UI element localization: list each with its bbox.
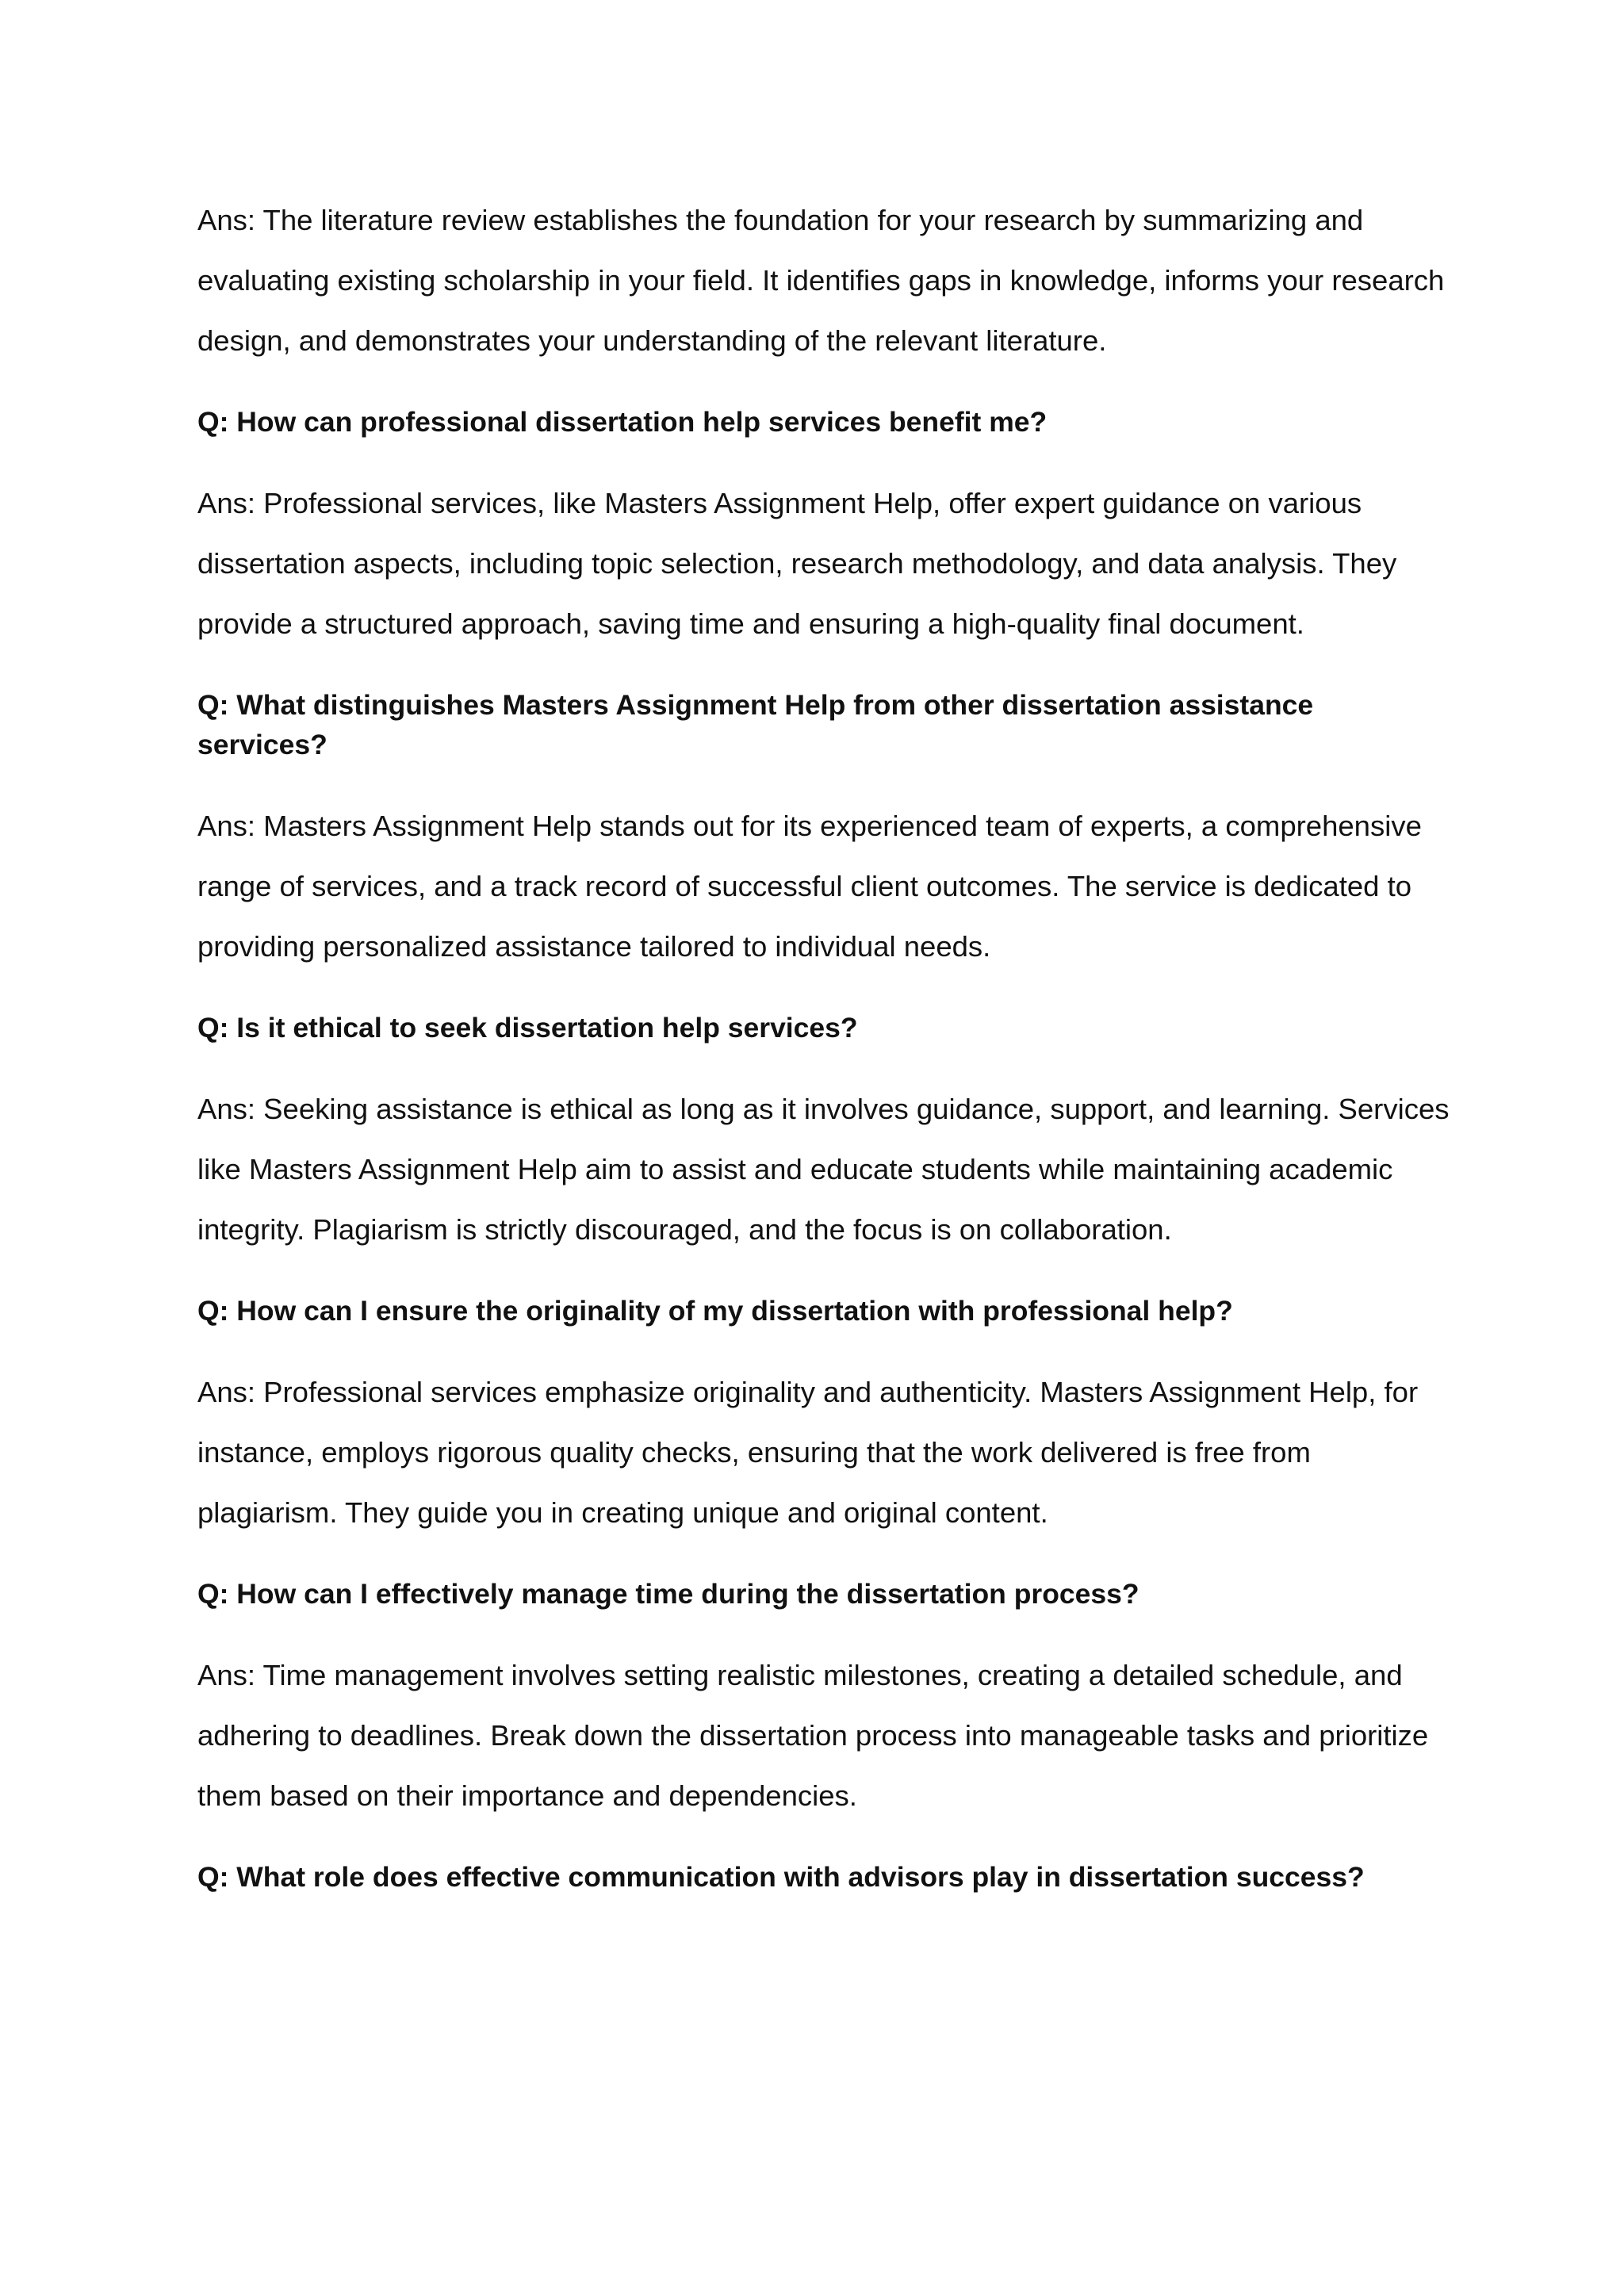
question-originality: Q: How can I ensure the originality of my dissertation with professional help? [197,1295,1233,1327]
answer-ethics: Ans: Seeking assistance is ethical as long as it involves guidance, support, and learning. Services like Masters Assignment Help aim to assist and educate students while maintaining academic integrity. Plagiarism is strictly discouraged, and the focus is on collaboration. [197,1093,1450,1246]
answer-distinguishes-service: Ans: Masters Assignment Help stands out for its experienced team of experts, a comprehensive range of services, and a track record of successful client outcomes. The service is dedicated to providing personalized assistance tailored to individual needs. [197,810,1422,963]
answer-professional-help-benefit: Ans: Professional services, like Masters Assignment Help, offer expert guidance on various dissertation aspects, including topic selection, research methodology, and data analysis. They provide a structured approach, saving time and ensuring a high-quality final document. [197,487,1397,640]
question-distinguishes-service: Q: What distinguishes Masters Assignment Help from other dissertation assistance services? [197,689,1314,760]
question-professional-help-benefit: Q: How can professional dissertation help services benefit me? [197,406,1048,438]
document-page [197,190,1450,1897]
question-ethics: Q: Is it ethical to seek dissertation help services? [197,1012,858,1044]
question-time-management: Q: How can I effectively manage time during the dissertation process? [197,1578,1139,1610]
answer-literature-review: Ans: The literature review establishes the foundation for your research by summarizing and evaluating existing scholarship in your field. It identifies gaps in knowledge, informs your research design, and demonstrates your understanding of the relevant literature. [197,204,1445,357]
answer-time-management: Ans: Time management involves setting realistic milestones, creating a detailed schedule, and adhering to deadlines. Break down the dissertation process into manageable tasks and prioritize them based on their importance and dependencies. [197,1659,1429,1812]
answer-originality: Ans: Professional services emphasize originality and authenticity. Masters Assignment Help, for instance, employs rigorous quality checks, ensuring that the work delivered is free from plagiarism. They guide you in creating unique and original content. [197,1376,1419,1529]
question-advisor-communication: Q: What role does effective communication with advisors play in dissertation success? [197,1861,1365,1893]
